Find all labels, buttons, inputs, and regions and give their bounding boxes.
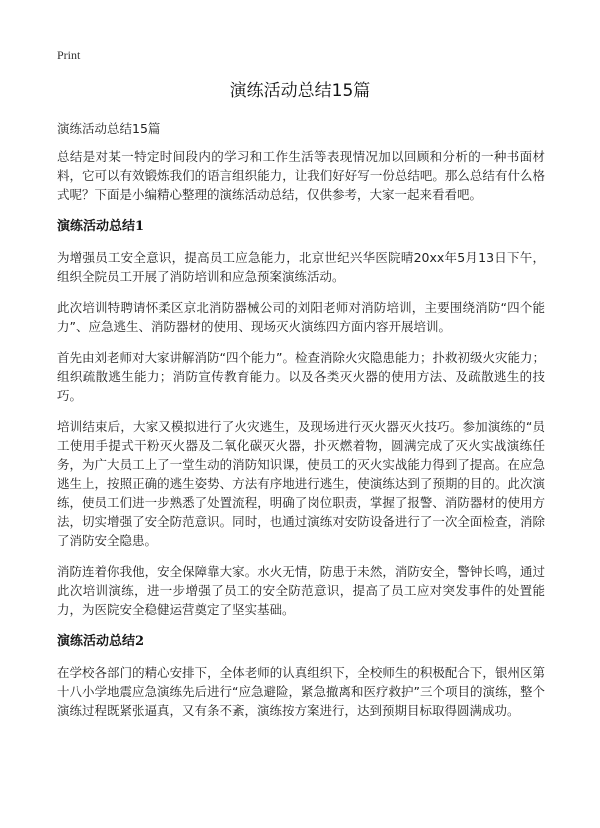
document-subtitle: 演练活动总结15篇 — [57, 121, 161, 136]
print-label: Print — [57, 48, 81, 62]
section-1-paragraph-2: 此次培训特聘请怀柔区京北消防器械公司的刘阳老师对消防培训，主要围绕消防“四个能力”、应急逃生、消防器材的使用、现场灭火演练四方面内容开展培训。 — [57, 300, 545, 334]
document-title: 演练活动总结15篇 — [229, 81, 371, 101]
section-1-paragraph-4: 培训结束后，大家又模拟进行了火灾逃生，及现场进行灭火器灭火技巧。参加演练的“员工使用手提式干粉灭火器及二氧化碳灭火器，扑灭燃着物，圆满完成了灭火实战演练任务，为广大员工上了一堂生动的消防知识课，使员工的灭火实战能力得到了提高。在应急逃生上，按照正确的逃生姿势、方法有序地进行逃生，使演练达到了预期的目的。此次演练，使员工们进一步熟悉了处置流程，明确了岗位职责，掌握了报警、消防器材的使用方法，切实增强了安全防范意识。同时，也通过演练对安防设备进行了一次全面检查，消除了消防安全隐患。 — [57, 419, 545, 548]
section-1-paragraph-5: 消防连着你我他，安全保障靠大家。水火无情，防患于未然，消防安全，警钟长鸣，通过此次培训演练，进一步增强了员工的安全防范意识，提高了员工应对突发事件的处置能力，为医院安全稳健运营奠定了坚实基础。 — [57, 564, 545, 617]
section-1-paragraph-3: 首先由刘老师对大家讲解消防“四个能力”。检查消除火灾隐患能力；扑救初级火灾能力；组织疏散逃生能力；消防宣传教育能力。以及各类灭火器的使用方法、及疏散逃生的技巧。 — [57, 350, 545, 403]
document-body — [57, 120, 545, 732]
section-1-paragraph-1: 为增强员工安全意识，提高员工应急能力，北京世纪兴华医院晴20xx年5月13日下午，组织全院员工开展了消防培训和应急预案演练活动。 — [57, 250, 545, 284]
section-2-heading: 演练活动总结2 — [57, 634, 145, 649]
section-1-heading: 演练活动总结1 — [57, 219, 145, 234]
section-2-paragraph-1: 在学校各部门的精心安排下，全体老师的认真组织下，全校师生的积极配合下，银州区第十八小学地震应急演练先后进行“应急避险，紧急撤离和医疗救护”三个项目的演练，整个演练过程既紧张逼真，又有条不紊，演练按方案进行，达到预期目标取得圆满成功。 — [57, 665, 545, 718]
intro-paragraph: 总结是对某一特定时间段内的学习和工作生活等表现情况加以回顾和分析的一种书面材料，它可以有效锻炼我们的语言组织能力，让我们好好写一份总结吧。那么总结有什么格式呢？下面是小编精心整理的演练活动总结，仅供参考，大家一起来看看吧。 — [57, 149, 545, 202]
